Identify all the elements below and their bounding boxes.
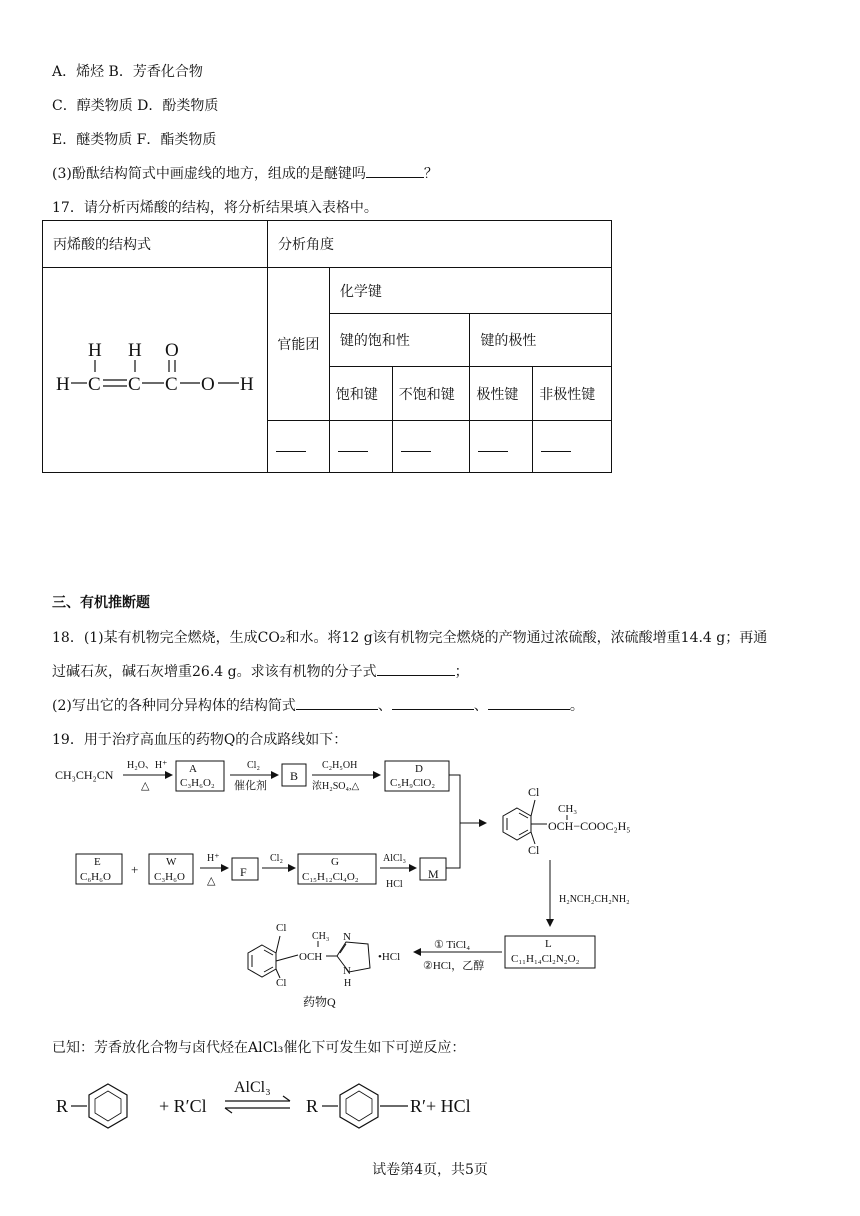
q18-line-2-text: 过碱石灰，碱石灰增重26.4 g。求该有机物的分子式: [52, 664, 377, 680]
q19-prompt: 19．用于治疗高血压的药物Q的合成路线如下：: [52, 732, 348, 748]
table-header-analysis: 分析角度: [268, 221, 612, 268]
compound-l-formula: C₁₁H₁₄Cl₂N₂O₂: [511, 953, 580, 965]
functional-group-header: 官能团: [268, 268, 330, 421]
synthesis-route-diagram: [0, 750, 860, 1025]
intermediate-chain: OCH−COOC₂H₅: [548, 819, 631, 833]
q18-line-1: 18．(1)某有机物完全燃烧，生成CO₂和水。将12 g该有机物完全燃烧的产物通过浓硫酸，浓硫酸增重14.4 g；再通: [52, 630, 768, 646]
heat-symbol: △: [141, 780, 150, 792]
q16-option-row-3: E．醚类物质 F．酯类物质: [52, 132, 217, 148]
drug-ring-n2: N: [343, 965, 351, 977]
compound-g-label: G: [331, 856, 339, 868]
compound-a-formula: C₃H₆O₂: [180, 777, 215, 789]
intermediate-cl-bottom: Cl: [528, 843, 540, 857]
reagent-sulfuric: 浓H₂SO₄,△: [312, 781, 360, 792]
compound-m-label: M: [428, 867, 439, 881]
answer-cell-unsaturated[interactable]: [392, 420, 470, 472]
drug-hcl: •HCl: [378, 951, 401, 963]
reactant-r: R: [56, 1096, 69, 1116]
friedel-crafts-equation: [0, 1070, 860, 1145]
reagent-hcl: HCl: [386, 879, 403, 890]
reagent-rcl: + R′Cl: [159, 1096, 207, 1116]
separator: 、: [377, 698, 392, 714]
unsaturated-bond-header: 不饱和键: [392, 367, 470, 420]
saturated-bond-header: 饱和键: [329, 367, 392, 420]
drug-name: 药物Q: [303, 995, 336, 1009]
acrylic-acid-structure-cell: [43, 268, 268, 473]
drug-ring-h: H: [344, 978, 352, 989]
compound-w-label: W: [166, 856, 177, 868]
compound-w-formula: C₃H₆O: [154, 871, 185, 883]
answer-blank-formula[interactable]: [377, 661, 455, 676]
drug-methyl: CH₃: [312, 931, 330, 942]
q18-line-2: [52, 661, 469, 681]
q18-line-2-end: ；: [454, 664, 469, 680]
saturation-header: 键的饱和性: [329, 314, 470, 367]
reagent-cl2: Cl₂: [247, 760, 260, 771]
drug-ring-n: N: [343, 931, 351, 943]
intermediate-cl-top: Cl: [528, 785, 540, 799]
catalyst-alcl3: AlCl₃: [234, 1079, 271, 1096]
answer-blank-isomer-2[interactable]: [392, 695, 474, 710]
compound-f-label: F: [240, 865, 247, 879]
drug-cl-bottom: Cl: [276, 977, 287, 989]
product-rest: R′+ HCl: [410, 1096, 471, 1116]
reagent-catalyst: 催化剂: [234, 780, 267, 792]
answer-blank-isomer-1[interactable]: [296, 695, 378, 710]
answer-cell-functional-group[interactable]: [268, 420, 330, 472]
compound-g-formula: C₁₅H₁₂Cl₄O₂: [302, 871, 359, 883]
reagent-hydrolysis: H₂O、H⁺: [127, 760, 168, 771]
atom-h-top-2: H: [128, 340, 142, 361]
reagent-ticl4: ① TiCl₄: [434, 939, 471, 951]
atom-h-left: H: [56, 374, 70, 395]
atom-c-2: C: [128, 374, 141, 395]
page-footer: 试卷第4页，共5页: [372, 1162, 488, 1178]
product-r: R: [306, 1096, 319, 1116]
plus-sign: +: [131, 862, 139, 877]
atom-c-3: C: [165, 374, 178, 395]
atom-o-top: O: [165, 340, 179, 361]
q16-option-row-1: A．烯烃 B．芳香化合物: [52, 64, 203, 80]
reagent-ethanol: C₂H₅OH: [322, 760, 358, 771]
atom-h-top-1: H: [88, 340, 102, 361]
answer-cell-nonpolar[interactable]: [533, 420, 612, 472]
chemical-bond-header: 化学键: [329, 268, 611, 314]
atom-o-right: O: [201, 374, 215, 395]
separator: 、: [473, 698, 488, 714]
q18-line-3: [52, 695, 584, 715]
answer-cell-polar[interactable]: [470, 420, 533, 472]
polarity-header: 键的极性: [470, 314, 612, 367]
table-header-structure: 丙烯酸的结构式: [43, 221, 268, 268]
polar-bond-header: 极性键: [470, 367, 533, 420]
analysis-table: [42, 220, 612, 473]
answer-cell-saturated[interactable]: [329, 420, 392, 472]
compound-d-formula: C₅H₉ClO₂: [390, 777, 436, 789]
q16-part-3: [52, 163, 438, 183]
imidazoline-ring: [337, 942, 370, 972]
atom-h-right: H: [240, 374, 254, 395]
section-heading: 三、有机推断题: [52, 595, 150, 611]
answer-blank[interactable]: [366, 163, 424, 178]
nonpolar-bond-header: 非极性键: [533, 367, 612, 420]
start-material: CH₃CH₂CN: [55, 768, 114, 782]
q17-prompt: 17．请分析丙烯酸的结构，将分析结果填入表格中。: [52, 200, 378, 216]
reagent-alcl3: AlCl₃: [383, 853, 406, 864]
answer-blank-isomer-3[interactable]: [488, 695, 570, 710]
heat-symbol-2: △: [207, 875, 216, 887]
q16-part-3-text: (3)酚酞结构简式中画虚线的地方，组成的是醚键吗: [52, 166, 366, 182]
q16-option-row-2: C．醇类物质 D．酚类物质: [52, 98, 219, 114]
reagent-ethylenediamine: H₂NCH₂CH₂NH₂: [559, 894, 630, 905]
compound-d-label: D: [415, 763, 423, 775]
drug-cl-top: Cl: [276, 922, 287, 934]
intermediate-methyl: CH₃: [558, 803, 578, 815]
reagent-cl2-2: Cl₂: [270, 853, 283, 864]
compound-e-formula: C₆H₆O: [80, 871, 111, 883]
acrylic-acid-structure: [43, 268, 267, 468]
compound-e-label: E: [94, 856, 101, 868]
compound-b-label: B: [290, 769, 299, 783]
known-statement: 已知：芳香放化合物与卤代烃在AlCl₃催化下可发生如下可逆反应：: [52, 1040, 466, 1056]
reagent-acid: H⁺: [207, 853, 220, 864]
atom-c-1: C: [88, 374, 101, 395]
drug-och: OCH: [299, 951, 323, 963]
q16-part-3-end: ？: [423, 166, 438, 182]
compound-a-label: A: [189, 763, 197, 775]
reagent-hcl-ethanol: ②HCl，乙醇: [423, 960, 485, 972]
q18-line-3-end: 。: [569, 698, 584, 714]
compound-l-label: L: [545, 938, 552, 950]
q18-line-3-text: (2)写出它的各种同分异构体的结构简式: [52, 698, 296, 714]
